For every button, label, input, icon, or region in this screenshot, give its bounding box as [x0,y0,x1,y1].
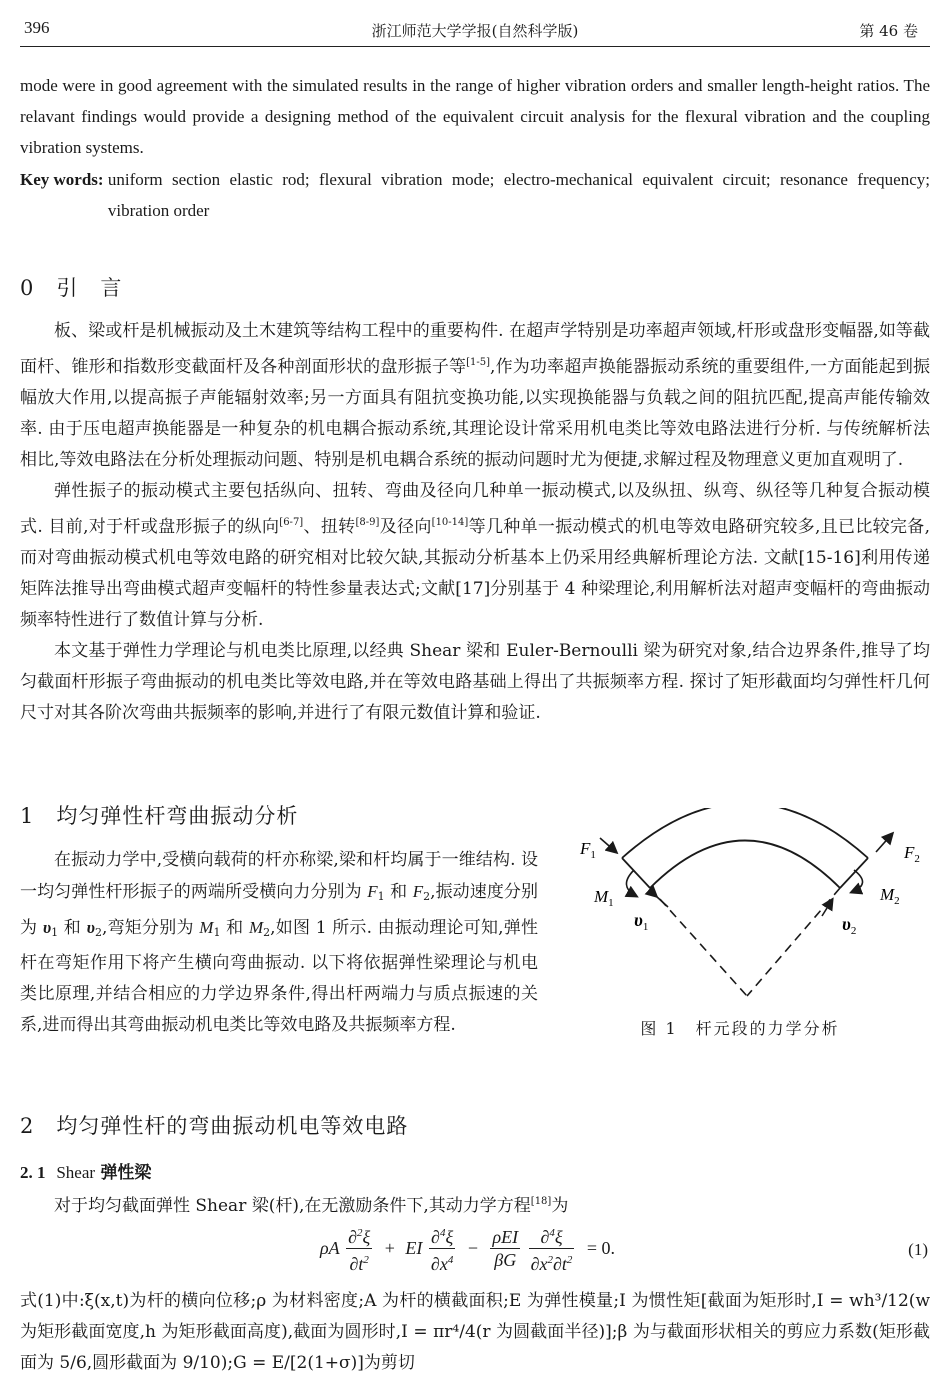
subsection-2-1-intro [20,1186,930,1222]
equation-1-explanation [20,1286,930,1379]
fraction: $\frac{\text{ρEI}}{\beta G}$ [492,1227,519,1270]
equation-number: (1) [908,1240,928,1259]
force-f1-arrow [600,838,616,852]
force-f2-arrow [876,834,892,852]
fraction: $\frac{\partial^4\xi}{\partial x^4}$ [429,1222,455,1275]
label-v1: $\upsilon_1$ [634,910,649,933]
paragraph: 弹性振子的振动模式主要包括纵向、扭转、弯曲及径向几种单一振动模式,以及纵扭、纵弯、纵径等几种复合振动模式. 目前,对于杆或盘形振子的纵向[6-7]、扭转[8-9]及径向[10-14]等几种单一振动模式的机电等效电路研究较多,且已比较完备,而对弯曲振动模式机电等效电路的研究相对比较欠缺,其振动分析基本上仍采用经典解析理论方法. 文献[15-16]利用传递矩阵法推导出弯曲模式超声变幅杆的特性参量表达式;文献[17]分别基于 4 种梁理论,利用解析法对超声变幅杆的弯曲振动频率特性进行了数值计算与分析. [20,481,931,630]
beam-diagram [550,808,930,1013]
volume-label: 第 46 卷 [859,22,918,40]
label-f2: $F_2$ [904,843,920,865]
journal-title: 浙江师范大学学报(自然科学版) [371,22,579,40]
dashed-line-right [747,888,840,996]
beam-right-end [840,858,868,888]
beam-inner-edge [650,841,840,889]
paragraph: 板、梁或杆是机械振动及土木建筑等结构工程中的重要构件. 在超声学特别是功率超声领域,杆形或盘形变幅器,如等截面杆、锥形和指数形变截面杆及各种剖面形状的盘形振子等[1-5],作为功率超声换能器振动系统的重要组件,一方面能起到振幅放大作用,以提高振子声能辐射效率;另一方面具有阻抗变换功能,以实现换能器与负载之间的阻抗匹配,提高声能传输效率. 由于压电超声换能器是一种复杂的机电耦合振动系统,其理论设计常采用机电类比等效电路法进行分析. 与传统解析法相比,等效电路法在分析处理振动问题、特别是机电耦合系统的振动问题时尤为便捷,求解过程及物理意义更加直观明了. [20,321,930,470]
velocity-v1-arrow [656,896,668,907]
section-1-heading: 1 均匀弹性杆弯曲振动分析 [20,804,299,828]
paragraph: 本文基于弹性力学理论与机电类比原理,以经典 Shear 梁和 Euler-Bernoulli 梁为研究对象,结合边界条件,推导了均匀截面杆形振子弯曲振动的机电类比等效电路,并在等效电路基础上得出了共振频率方程. 探讨了矩形截面均匀弹性杆几何尺寸对其各阶次弯曲共振频率的影响,并进行了有限元数值计算和验证. [20,641,930,723]
paragraph: 式(1)中:ξ(x,t)为杆的横向位移;ρ 为材料密度;A 为杆的横截面积;E 为弹性模量;I 为惯性矩[截面为矩形时,I = wh³/12(w 为矩形截面宽度,h 为矩形截面高度),截面为圆形时,I = πr⁴/4(r 为圆截面半径)];β 为与截面形状相关的剪应力系数(矩形截面为 5/6,圆形截面为 9/10);G = E/[2(1+σ)]为剪切 [20,1291,930,1373]
keywords-label: Key words: [20,170,108,189]
abstract-tail: mode were in good agreement with the simulated results in the range of higher vibration orders and smaller length-height ratios. The relavant findings would provide a designing method of the equivalent circuit analysis for the flexural vibration and the coupling vibration systems. [20,76,930,157]
section-0-body [20,316,930,729]
fraction: $\frac{\partial^4\xi}{\partial x^2\partial t^2}$ [529,1222,575,1275]
section-1-body [20,845,538,1041]
moment-m1-arrow [626,870,636,896]
section-0-heading: 0 引 言 [20,276,123,300]
fraction: $\frac{\partial^2\xi}{\partial t^2}$ [346,1222,372,1275]
label-m2: $M_2$ [880,885,900,907]
keywords-text: uniform section elastic rod; flexural vibration mode; electro-mechanical equivalent circuit; resonance frequency; vibration order [107,170,930,220]
figure-1 [550,808,930,1040]
label-f1: $F_1$ [580,839,596,861]
keywords [20,164,930,226]
paragraph: 在振动力学中,受横向载荷的杆亦称梁,梁和杆均属于一维结构. 设一均匀弹性杆形振子的两端所受横向力分别为 $F_1$ 和 $F_2$,振动速度分别为 $\upsilon_1$ 和 $\upsilon_2$,弯矩分别为 $M_1$ 和 $M_2$,如图 1 所示. 由振动理论可知,弹性杆在弯矩作用下将产生横向弯曲振动. 以下将依据弹性梁理论与机电类比原理,并结合相应的力学边界条件,得出杆两端力与质点振速的关系,进而得出其弯曲振动机电类比等效电路及共振频率方程. [20,850,539,1035]
label-v2: $\upsilon_2$ [842,914,857,937]
label-m1: $M_1$ [594,887,614,909]
figure-1-caption: 图 1 杆元段的力学分析 [640,1019,840,1038]
running-header [20,16,930,47]
page-number: 396 [24,18,50,37]
beam-outer-edge [622,808,868,858]
subsection-2-1-heading: 2. 1 Shear 弹性梁 [20,1163,152,1183]
paragraph: 对于均匀截面弹性 Shear 梁(杆),在无激励条件下,其动力学方程[18]为 [54,1196,569,1216]
equation-1 [20,1222,930,1284]
section-2-heading: 2 均匀弹性杆的弯曲振动机电等效电路 [20,1114,409,1138]
equation-body: ρA $\frac{\partial^2\xi}{\partial t^2}$ + EI $\frac{\partial^4\xi}{\partial x^4}$ − $\frac{\text{ρEI}}{\beta G}$ $\frac{\partial^4\xi}{\partial x^2\partial t^2}$ = 0. [320,1222,621,1275]
